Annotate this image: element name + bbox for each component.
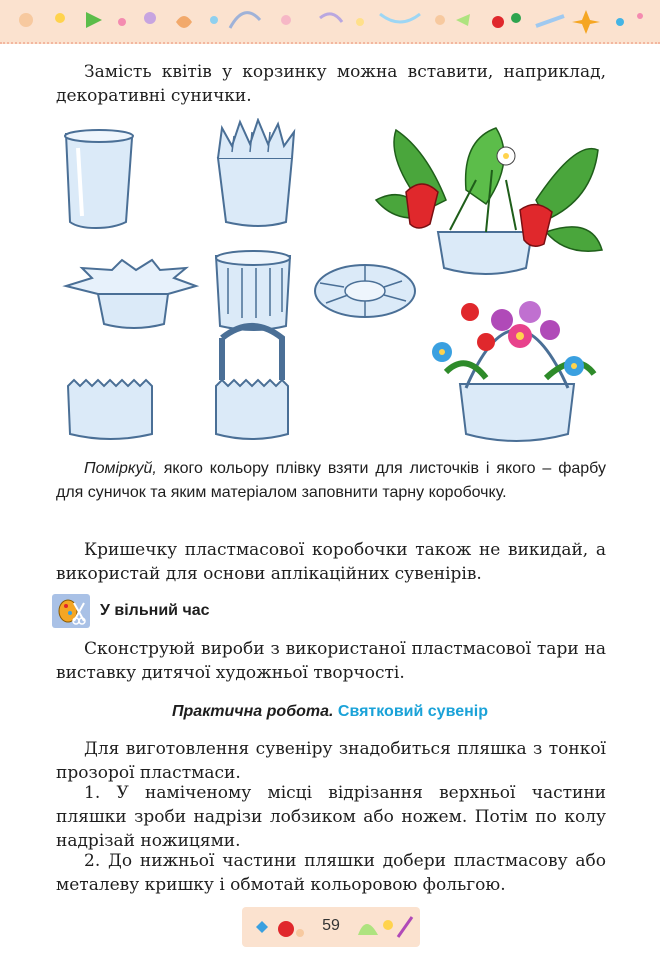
step-one-paragraph — [56, 781, 606, 853]
hint-paragraph — [56, 457, 606, 505]
page-number: 59 — [322, 917, 340, 934]
bottle-text: Для виготовлення сувеніру знадобиться пляшка з тонкої прозорої пластмаси. — [56, 739, 606, 783]
hint-lead: Поміркуй, — [84, 460, 157, 477]
intro-paragraph — [56, 60, 606, 108]
top-decorative-banner — [0, 0, 660, 44]
lid-paragraph — [56, 538, 606, 586]
hint-rest: якого кольору плівку взяти для листочків і якого – фарбу для суничок та яким матеріалом заповнити тарну коробочку. — [56, 460, 606, 501]
palette-scissors-icon — [52, 594, 90, 628]
practical-work-heading — [0, 703, 660, 721]
flower-basket-illustration — [426, 292, 602, 444]
step-two-text: 2. До нижньої частини пляшки добери пластмасову або металеву кришку і обмотай кольоровою фольгою. — [56, 851, 606, 895]
free-time-title: У вільний час — [100, 602, 210, 619]
lid-text: Кришечку пластмасової коробочки також не викидай, а використай для основи аплікаційних сувенірів. — [56, 540, 606, 584]
free-time-paragraph — [56, 637, 606, 685]
intro-text: Замість квітів у корзинку можна вставити, наприклад, декоративні сунички. — [56, 62, 606, 106]
strawberry-basket-illustration — [366, 120, 606, 282]
free-time-heading — [52, 594, 210, 628]
bottle-paragraph — [56, 737, 606, 785]
step-two-paragraph — [56, 849, 606, 897]
free-time-text: Сконструюй вироби з використаної пластмасової тари на виставку дитячої художньої творчості. — [56, 639, 606, 683]
banner-ornament-icon — [0, 0, 660, 42]
practical-work-label: Практична робота. — [172, 703, 334, 720]
practical-work-title: Святковий сувенір — [337, 703, 488, 720]
step-one-text: 1. У наміченому місці відрізання верхньої частини пляшки зроби надрізи лобзиком або ножем. Потім по колу надрізай ножицями. — [56, 783, 606, 851]
